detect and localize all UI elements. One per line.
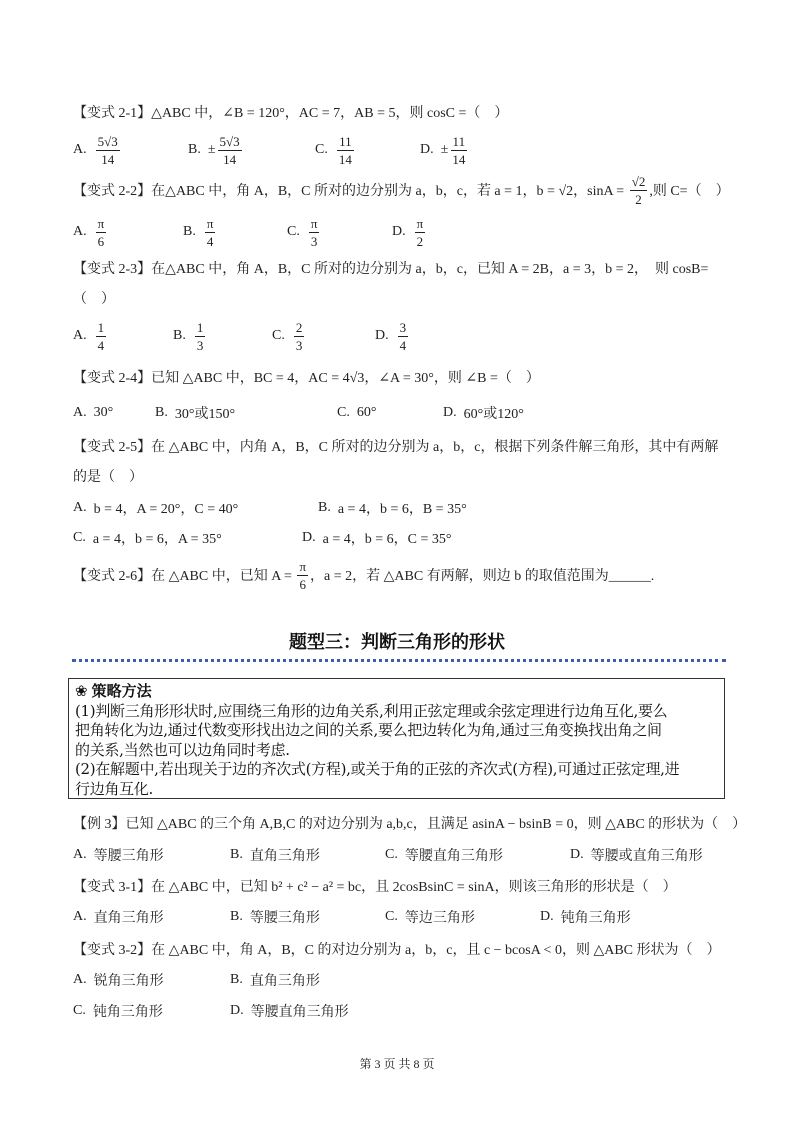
problem-label: 【变式 2-5】 (73, 440, 152, 455)
fraction-numerator: π (310, 215, 318, 231)
problem-label: 【例 3】 (73, 817, 126, 832)
option-letter: B. (188, 142, 208, 157)
fraction-numerator: 3 (399, 319, 407, 335)
fraction (450, 133, 467, 168)
option-letter: C. (73, 530, 93, 545)
text-segment: 等腰直角三角形 (404, 849, 503, 864)
text-segment: 在 △ABC 中，角 A，B，C 的对边分别为 a，b，c，且 c − bcosA < 0，则 △ABC 形状为（ ） (151, 943, 721, 958)
text-segment: 的是（ ） (73, 470, 143, 485)
option-letter: B. (173, 328, 193, 343)
text-segment: 60°或120° (463, 407, 524, 422)
option-letter: C. (385, 847, 405, 862)
option-letter: C. (385, 909, 405, 924)
fraction-numerator: 1 (97, 319, 105, 335)
text-segment: 锐角三角形 (93, 974, 164, 989)
fraction-denominator: 14 (101, 151, 115, 167)
fraction (294, 319, 305, 354)
flower-icon: ❀ (75, 682, 88, 700)
text-segment: 在 △ABC 中，已知 b² + c² − a² = bc，且 2cosBsinC = sinA，则该三角形的形状是（ ） (151, 880, 677, 895)
fraction (398, 319, 409, 354)
strategy-line: 的关系,当然也可以边角同时考虑. (75, 740, 290, 759)
option-letter: C. (287, 224, 307, 239)
fraction-denominator: 6 (299, 576, 306, 592)
option-letter: A. (73, 224, 94, 239)
option-letter: D. (302, 530, 323, 545)
section-heading: 题型三：判断三角形的形状 (289, 632, 505, 653)
text-segment: 在 △ABC 中，已知 A = (151, 569, 296, 584)
option-letter: D. (375, 328, 396, 343)
text-segment: 直角三角形 (249, 849, 320, 864)
fraction-numerator: π (416, 215, 424, 231)
option-letter: B. (230, 972, 250, 987)
fraction (205, 215, 216, 250)
strategy-box (68, 678, 725, 799)
fraction-denominator: 4 (206, 233, 214, 249)
problem-label: 【变式 3-1】 (73, 880, 152, 895)
text-segment: △ABC 中，∠B = 120°，AC = 7，AB = 5，则 cosC =（ ） (151, 106, 509, 121)
text-segment: 钝角三角形 (92, 1005, 163, 1020)
fraction-denominator: 3 (310, 233, 318, 249)
fraction-denominator: 6 (97, 233, 105, 249)
text-segment: 30° (93, 405, 114, 420)
text-segment: 等腰或直角三角形 (590, 849, 703, 864)
fraction-numerator: π (299, 558, 307, 574)
option-letter: B. (155, 405, 175, 420)
fraction (195, 319, 206, 354)
option-letter: D. (540, 909, 561, 924)
fraction-denominator: 2 (416, 233, 424, 249)
fraction-numerator: 5√3 (97, 133, 118, 149)
fraction (415, 215, 426, 250)
text-segment: 已知 △ABC 的三个角 A,B,C 的对边分别为 a,b,c，且满足 asinA − bsinB = 0，则 △ABC 的形状为（ ） (125, 817, 747, 832)
option-letter: D. (570, 847, 591, 862)
dotted-divider (72, 659, 726, 662)
text-segment: a = 4，b = 6，C = 35° (322, 532, 452, 547)
text-segment: a = 4，b = 6，B = 35° (337, 502, 467, 517)
problem-label: 【变式 2-1】 (73, 106, 152, 121)
option-letter: A. (73, 328, 94, 343)
option-letter: A. (73, 909, 94, 924)
option-letter: B. (318, 500, 338, 515)
fraction-numerator: 11 (452, 133, 466, 149)
problem-label: 【变式 2-6】 (73, 569, 152, 584)
fraction (337, 133, 354, 168)
option-letter: A. (73, 847, 94, 862)
problem-label: 【变式 3-2】 (73, 943, 152, 958)
option-letter: C. (337, 405, 357, 420)
text-segment: 30°或150° (174, 407, 236, 422)
text-segment: 等腰三角形 (249, 911, 320, 926)
text-segment: 钝角三角形 (560, 911, 631, 926)
strategy-line: 把角转化为边,通过代数变形找出边之间的关系,要么把边转化为角,通过三角变换找出角之间 (75, 721, 662, 739)
fraction (218, 133, 242, 168)
option-letter: C. (315, 142, 335, 157)
fraction-numerator: 11 (339, 133, 352, 149)
fraction-denominator: 4 (399, 337, 407, 353)
fraction (309, 215, 320, 250)
text-segment: 等边三角形 (404, 911, 475, 926)
text-segment: 等腰直角三角形 (250, 1005, 349, 1020)
problem-label: 【变式 2-3】 (73, 262, 152, 277)
option-letter: A. (73, 405, 94, 420)
fraction-denominator: 3 (295, 337, 303, 353)
fraction-denominator: 4 (97, 337, 105, 353)
text-segment: ± (440, 142, 449, 157)
problem-label: 【变式 2-4】 (73, 371, 152, 386)
option-letter: D. (230, 1003, 251, 1018)
fraction-numerator: 1 (196, 319, 204, 335)
text-segment: b = 4，A = 20°，C = 40° (93, 502, 239, 517)
option-letter: C. (272, 328, 292, 343)
fraction (96, 319, 107, 354)
text-segment: ，a = 2，若 △ABC 有两解，则边 b 的取值范围为______. (310, 569, 655, 584)
text-segment: 直角三角形 (93, 911, 164, 926)
text-segment: 在△ABC 中，角 A，B，C 所对的边分别为 a，b，c，若 a = 1，b = √2，sinA = (151, 184, 628, 199)
text-segment: ,则 C=（ ） (649, 184, 730, 199)
text-segment: 直角三角形 (249, 974, 320, 989)
strategy-line: 行边角互化. (75, 779, 153, 798)
text-segment: 在 △ABC 中，内角 A，B，C 所对的边分别为 a，b，c，根据下列条件解三角形，其中有两解 (151, 440, 719, 455)
option-letter: D. (392, 224, 413, 239)
fraction-numerator: √2 (631, 173, 646, 189)
text-segment: a = 4，b = 6，A = 35° (92, 532, 222, 547)
page-footer: 第 3 页 共 8 页 (359, 1057, 435, 1071)
option-letter: D. (420, 142, 441, 157)
strategy-title-text: 策略方法 (91, 682, 152, 700)
strategy-title (75, 682, 718, 702)
fraction-numerator: π (97, 215, 105, 231)
option-letter: B. (230, 847, 250, 862)
text-segment: 60° (356, 405, 377, 420)
text-segment: （ ） (73, 292, 115, 307)
fraction (96, 215, 107, 250)
fraction-denominator: 3 (196, 337, 204, 353)
option-letter: A. (73, 972, 94, 987)
fraction-denominator: 14 (223, 151, 237, 167)
text-segment: 等腰三角形 (93, 849, 164, 864)
text-segment: ± (207, 142, 216, 157)
fraction-numerator: 5√3 (219, 133, 240, 149)
fraction-denominator: 14 (452, 151, 466, 167)
fraction (96, 133, 120, 168)
fraction-denominator: 2 (635, 191, 642, 207)
fraction-denominator: 14 (338, 151, 352, 167)
option-letter: A. (73, 500, 94, 515)
problem-label: 【变式 2-2】 (73, 184, 152, 199)
option-letter: D. (443, 405, 464, 420)
fraction-numerator: 2 (295, 319, 303, 335)
text-segment: 已知 △ABC 中，BC = 4，AC = 4√3，∠A = 30°，则 ∠B =（ ） (151, 371, 540, 386)
strategy-line: (2)在解题中,若出现关于边的齐次式(方程),或关于角的正弦的齐次式(方程),可通过正弦定理,进 (75, 760, 680, 778)
option-letter: B. (230, 909, 250, 924)
option-letter: A. (73, 142, 94, 157)
text-segment: 在△ABC 中，角 A，B，C 所对的边分别为 a，b，c，已知 A = 2B，a = 3，b = 2， 则 cosB= (151, 262, 709, 277)
option-letter: C. (73, 1003, 93, 1018)
strategy-line: (1)判断三角形形状时,应围绕三角形的边角关系,利用正弦定理或余弦定理进行边角互化,要么 (75, 701, 668, 720)
fraction (630, 173, 648, 208)
fraction-numerator: π (206, 215, 214, 231)
option-letter: B. (183, 224, 203, 239)
fraction (297, 558, 308, 593)
